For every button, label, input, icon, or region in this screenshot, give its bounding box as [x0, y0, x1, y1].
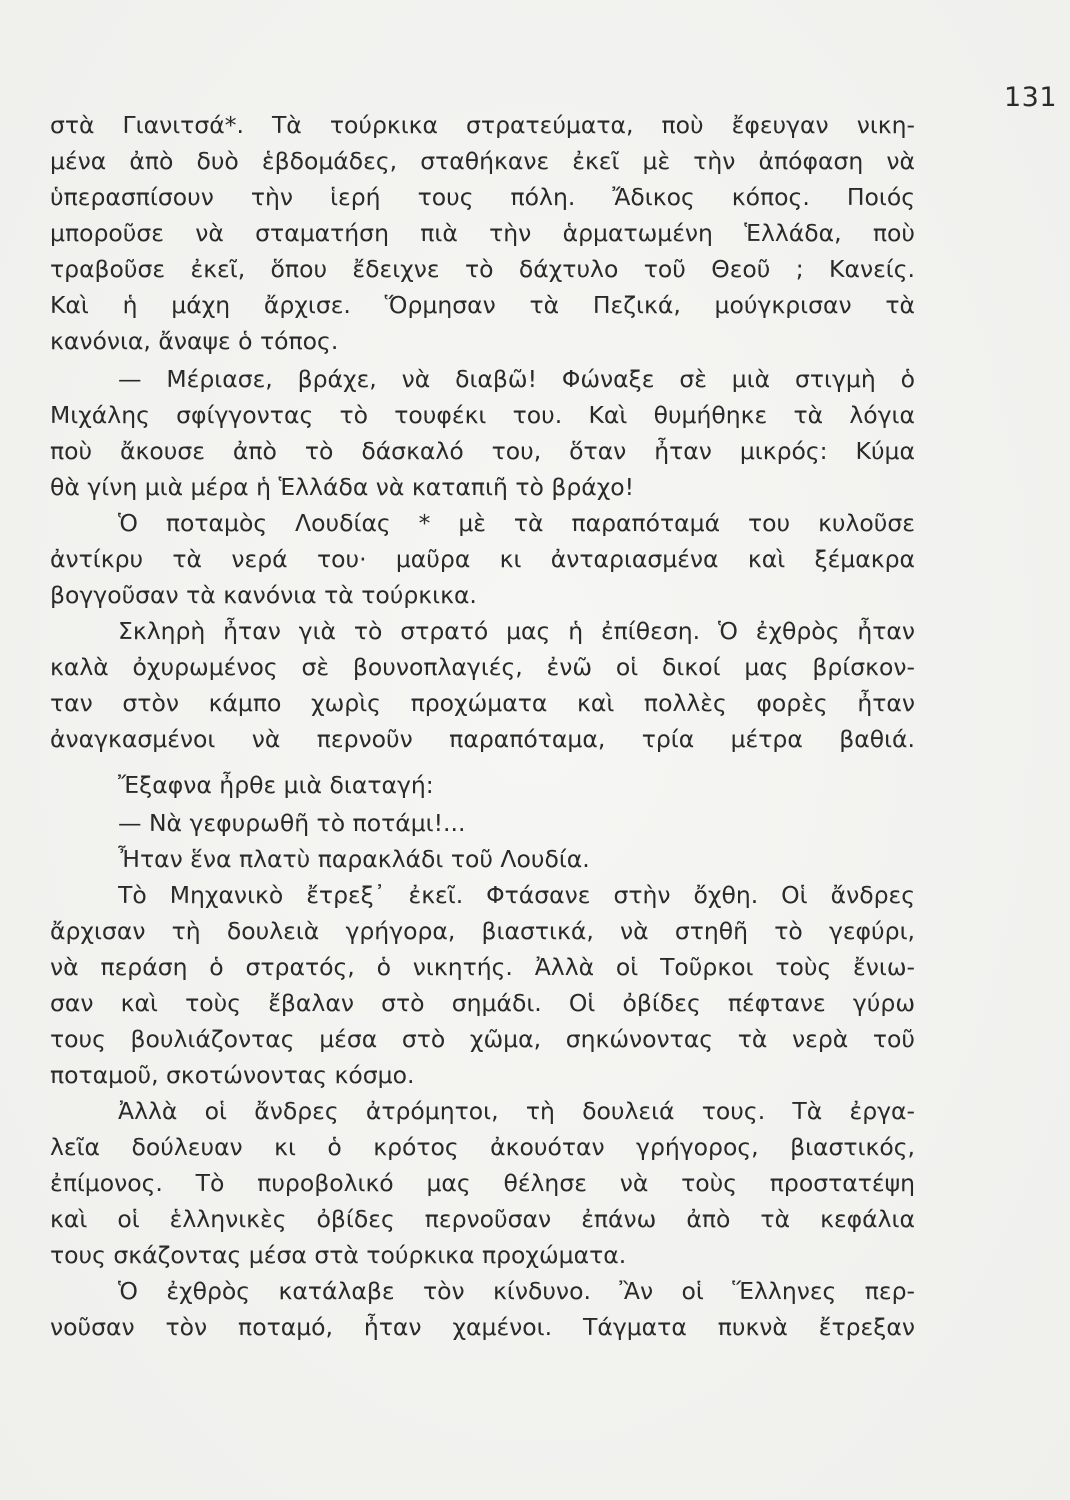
- text-line: ποταμοῦ, σκοτώνοντας κόσμο.: [50, 1061, 415, 1089]
- text-line: ἐπίμονος. Τὸ πυροβολικό μας θέλησε νὰ τοὺς προστατέψη: [50, 1169, 915, 1197]
- text-line: μποροῦσε νὰ σταματήση πιὰ τὴν ἁρματωμένη Ἑλλάδα, ποὺ: [50, 219, 915, 247]
- text-line: τους βουλιάζοντας μέσα στὸ χῶμα, σηκώνοντας τὰ νερὰ τοῦ: [50, 1025, 915, 1053]
- text-line: θὰ γίνη μιὰ μέρα ἡ Ἑλλάδα νὰ καταπιῆ τὸ βράχο!: [50, 473, 635, 501]
- text-line: Ὁ ἐχθρὸς κατάλαβε τὸν κίνδυνο. Ἂν οἱ Ἕλληνες περ-: [118, 1277, 915, 1305]
- text-line: Τὸ Μηχανικὸ ἔτρεξ᾽ ἐκεῖ. Φτάσανε στὴν ὄχθη. Οἱ ἄνδρες: [118, 881, 915, 909]
- text-line: μένα ἀπὸ δυὸ ἑβδομάδες, σταθήκανε ἐκεῖ μὲ τὴν ἀπόφαση νὰ: [50, 147, 915, 175]
- text-line: Ἀλλὰ οἱ ἄνδρες ἀτρόμητοι, τὴ δουλειά τους. Τὰ ἐργα-: [118, 1097, 915, 1125]
- text-line: ἀντίκρυ τὰ νερά του· μαῦρα κι ἀνταριασμένα καὶ ξέμακρα: [50, 545, 915, 573]
- text-line: Ἔξαφνα ἦρθε μιὰ διαταγή:: [118, 771, 434, 799]
- text-line: ἄρχισαν τὴ δουλειὰ γρήγορα, βιαστικά, νὰ στηθῆ τὸ γεφύρι,: [50, 917, 915, 945]
- text-line: τραβοῦσε ἐκεῖ, ὅπου ἔδειχνε τὸ δάχτυλο τοῦ Θεοῦ ; Κανείς.: [50, 255, 915, 283]
- text-line: ποὺ ἄκουσε ἀπὸ τὸ δάσκαλό του, ὅταν ἦταν μικρός: Κύμα: [50, 437, 915, 465]
- text-line: — Μέριασε, βράχε, νὰ διαβῶ! Φώναξε σὲ μιὰ στιγμὴ ὁ: [118, 365, 915, 393]
- text-line: βογγοῦσαν τὰ κανόνια τὰ τούρκικα.: [50, 581, 477, 609]
- text-line: νὰ περάση ὁ στρατός, ὁ νικητής. Ἀλλὰ οἱ Τοῦρκοι τοὺς ἔνιω-: [50, 953, 915, 981]
- text-line: λεῖα δούλευαν κι ὁ κρότος ἀκουόταν γρήγορος, βιαστικός,: [50, 1133, 915, 1161]
- text-line: καλὰ ὀχυρωμένος σὲ βουνοπλαγιές, ἐνῶ οἱ δικοί μας βρίσκον-: [50, 653, 915, 681]
- text-line: Ἦταν ἕνα πλατὺ παρακλάδι τοῦ Λουδία.: [118, 845, 590, 873]
- text-line: ταν στὸν κάμπο χωρὶς προχώματα καὶ πολλὲς φορὲς ἦταν: [50, 689, 915, 717]
- page-number: 131: [1004, 82, 1058, 113]
- text-line: σαν καὶ τοὺς ἔβαλαν στὸ σημάδι. Οἱ ὀβίδες πέφτανε γύρω: [50, 989, 915, 1017]
- text-line: νοῦσαν τὸν ποταμό, ἦταν χαμένοι. Τάγματα πυκνὰ ἔτρεξαν: [50, 1313, 915, 1341]
- text-line: — Νὰ γεφυρωθῆ τὸ ποτάμι!...: [118, 809, 466, 837]
- text-line: τους σκάζοντας μέσα στὰ τούρκικα προχώματα.: [50, 1241, 627, 1269]
- text-line: Σκληρὴ ἦταν γιὰ τὸ στρατό μας ἡ ἐπίθεση. Ὁ ἐχθρὸς ἦταν: [118, 617, 915, 645]
- text-line: Ὁ ποταμὸς Λουδίας * μὲ τὰ παραπόταμά του κυλοῦσε: [118, 509, 915, 537]
- text-line: Μιχάλης σφίγγοντας τὸ τουφέκι του. Καὶ θυμήθηκε τὰ λόγια: [50, 401, 915, 429]
- text-line: κανόνια, ἄναψε ὁ τόπος.: [50, 327, 339, 355]
- text-line: ἀναγκασμένοι νὰ περνοῦν παραπόταμα, τρία μέτρα βαθιά.: [50, 725, 915, 753]
- text-line: καὶ οἱ ἑλληνικὲς ὀβίδες περνοῦσαν ἐπάνω ἀπὸ τὰ κεφάλια: [50, 1205, 915, 1233]
- text-line: Καὶ ἡ μάχη ἄρχισε. Ὅρμησαν τὰ Πεζικά, μούγκρισαν τὰ: [50, 291, 915, 319]
- text-line: στὰ Γιανιτσά*. Τὰ τούρκικα στρατεύματα, ποὺ ἔφευγαν νικη-: [50, 111, 915, 139]
- text-line: ὑπερασπίσουν τὴν ἱερή τους πόλη. Ἄδικος κόπος. Ποιός: [50, 183, 915, 211]
